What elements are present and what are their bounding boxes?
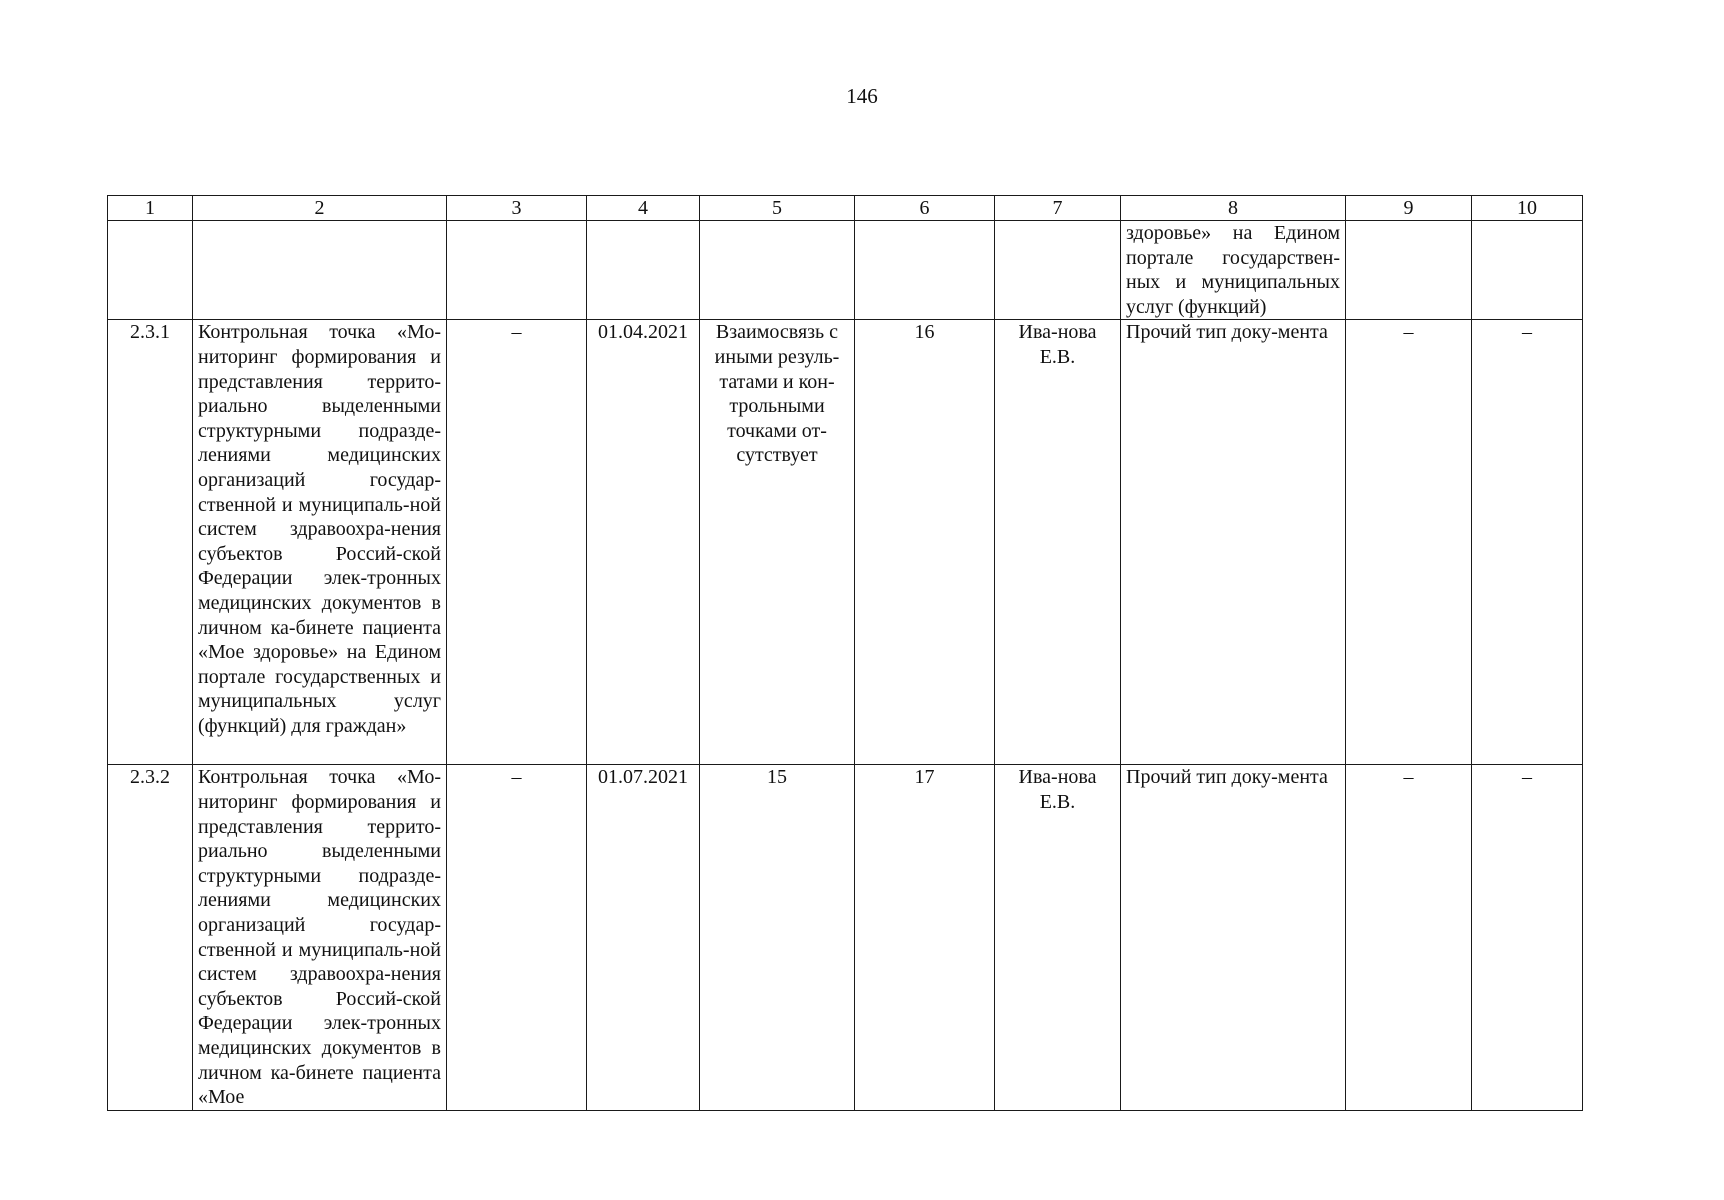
column-header: 2 [193,196,447,221]
responsible-cell: Ива-нова Е.В. [995,320,1121,765]
number-cell: 16 [855,320,995,765]
table-cell [587,221,700,320]
table-cell [108,221,193,320]
column-header: 5 [700,196,855,221]
relation-cell: Взаимосвязь с иными резуль-татами и кон-трольными точками от-сутствует [700,320,855,765]
table-cell [447,221,587,320]
column-header: 1 [108,196,193,221]
column-header: 7 [995,196,1121,221]
row-number-cell: 2.3.1 [108,320,193,765]
table-header-row [108,196,1583,221]
row-number-cell: 2.3.2 [108,765,193,1110]
table-cell [1346,221,1472,320]
dash-cell: – [447,765,587,1110]
control-point-name-cell: Контрольная точка «Мо-ниторинг формирования и представления террито-риально выделенными структурными подразде-лениями медицинских организаций государ-ственной и муниципаль-ной систем здравоохра-нения субъектов Россий-ской Федерации элек-тронных медицинских документов в личном ка-бинете пациента «Мое [193,765,447,1110]
doc-type-cell: Прочий тип доку-мента [1121,320,1346,765]
continued-doc-type-cell: здоровье» на Едином портале государствен-ных и муниципальных услуг (функций) [1121,221,1346,320]
dash-cell: – [447,320,587,765]
continuation-row [108,221,1583,320]
doc-type-cell: Прочий тип доку-мента [1121,765,1346,1110]
table-row [108,765,1583,1110]
column-header: 3 [447,196,587,221]
column-header: 9 [1346,196,1472,221]
column-header: 10 [1472,196,1583,221]
relation-cell: 15 [700,765,855,1110]
responsible-cell: Ива-нова Е.В. [995,765,1121,1110]
table-cell [855,221,995,320]
page-number: 146 [846,84,878,108]
dash-cell: – [1346,320,1472,765]
number-cell: 17 [855,765,995,1110]
table-cell [700,221,855,320]
table-row [108,320,1583,765]
dash-cell: – [1472,320,1583,765]
column-header: 8 [1121,196,1346,221]
table-cell [193,221,447,320]
column-header: 6 [855,196,995,221]
control-point-name-cell: Контрольная точка «Мо-ниторинг формирования и представления террито-риально выделенными структурными подразде-лениями медицинских организаций государ-ственной и муниципаль-ной систем здравоохра-нения субъектов Россий-ской Федерации элек-тронных медицинских документов в личном ка-бинете пациента «Мое здоровье» на Едином портале государственных и муниципальных услуг (функций) для граждан» [193,320,447,765]
column-header: 4 [587,196,700,221]
date-cell: 01.07.2021 [587,765,700,1110]
document-table [107,195,1583,1111]
dash-cell: – [1346,765,1472,1110]
table-cell [1472,221,1583,320]
dash-cell: – [1472,765,1583,1110]
date-cell: 01.04.2021 [587,320,700,765]
table-cell [995,221,1121,320]
